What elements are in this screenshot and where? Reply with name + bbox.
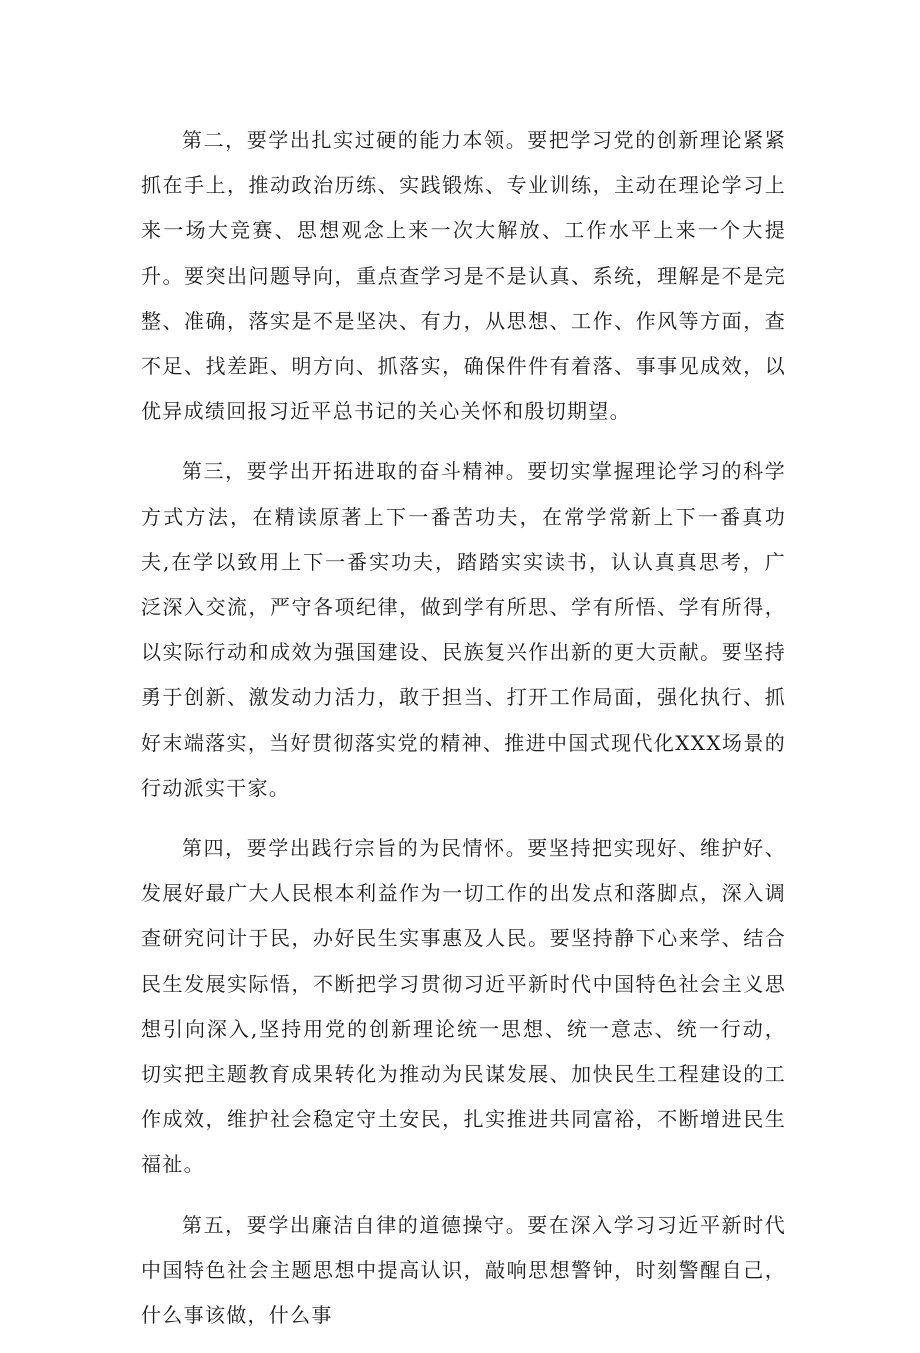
paragraph-third: 第三，要学出开拓进取的奋斗精神。要切实掌握理论学习的科学方式方法，在精读原著上下一番苦功夫，在常学常新上下一番真功夫,在学以致用上下一番实功夫，踏踏实实读书，认认真真思考，广泛深入交流，严守各项纪律，做到学有所思、学有所悟、学有所得，以实际行动和成效为强国建设、民族复兴作出新的更大贡献。要坚持勇于创新、激发动力活力，敢于担当、打开工作局面，强化执行、抓好末端落实，当好贯彻落实党的精神、推进中国式现代化XXX场景的行动派实干家。 <box>141 459 786 800</box>
paragraph-second: 第二，要学出扎实过硬的能力本领。要把学习党的创新理论紧紧抓在手上，推动政治历练、实践锻炼、专业训练，主动在理论学习上来一场大竞赛、思想观念上来一次大解放、工作水平上来一个大提升。要突出问题导向，重点查学习是不是认真、系统，理解是不是完整、准确，落实是不是坚决、有力，从思想、工作、作风等方面，查不足、找差距、明方向、抓落实，确保件件有着落、事事见成效，以优异成绩回报习近平总书记的关心关怀和殷切期望。 <box>141 128 786 424</box>
paragraph-fourth: 第四，要学出践行宗旨的为民情怀。要坚持把实现好、维护好、发展好最广大人民根本利益作为一切工作的出发点和落脚点，深入调查研究问计于民，办好民生实事惠及人民。要坚持静下心来学、结合民生发展实际悟，不断把学习贯彻习近平新时代中国特色社会主义思想引向深入,坚持用党的创新理论统一思想、统一意志、统一行动，切实把主题教育成果转化为推动为民谋发展、加快民生工程建设的工作成效，维护社会稳定守土安民，扎实推进共同富裕，不断增进民生福祉。 <box>141 836 786 1177</box>
paragraph-fifth: 第五，要学出廉洁自律的道德操守。要在深入学习习近平新时代中国特色社会主题思想中提高认识，敲响思想警钟，时刻警醒自己，什么事该做，什么事 <box>141 1212 786 1328</box>
document-page <box>141 118 786 1353</box>
